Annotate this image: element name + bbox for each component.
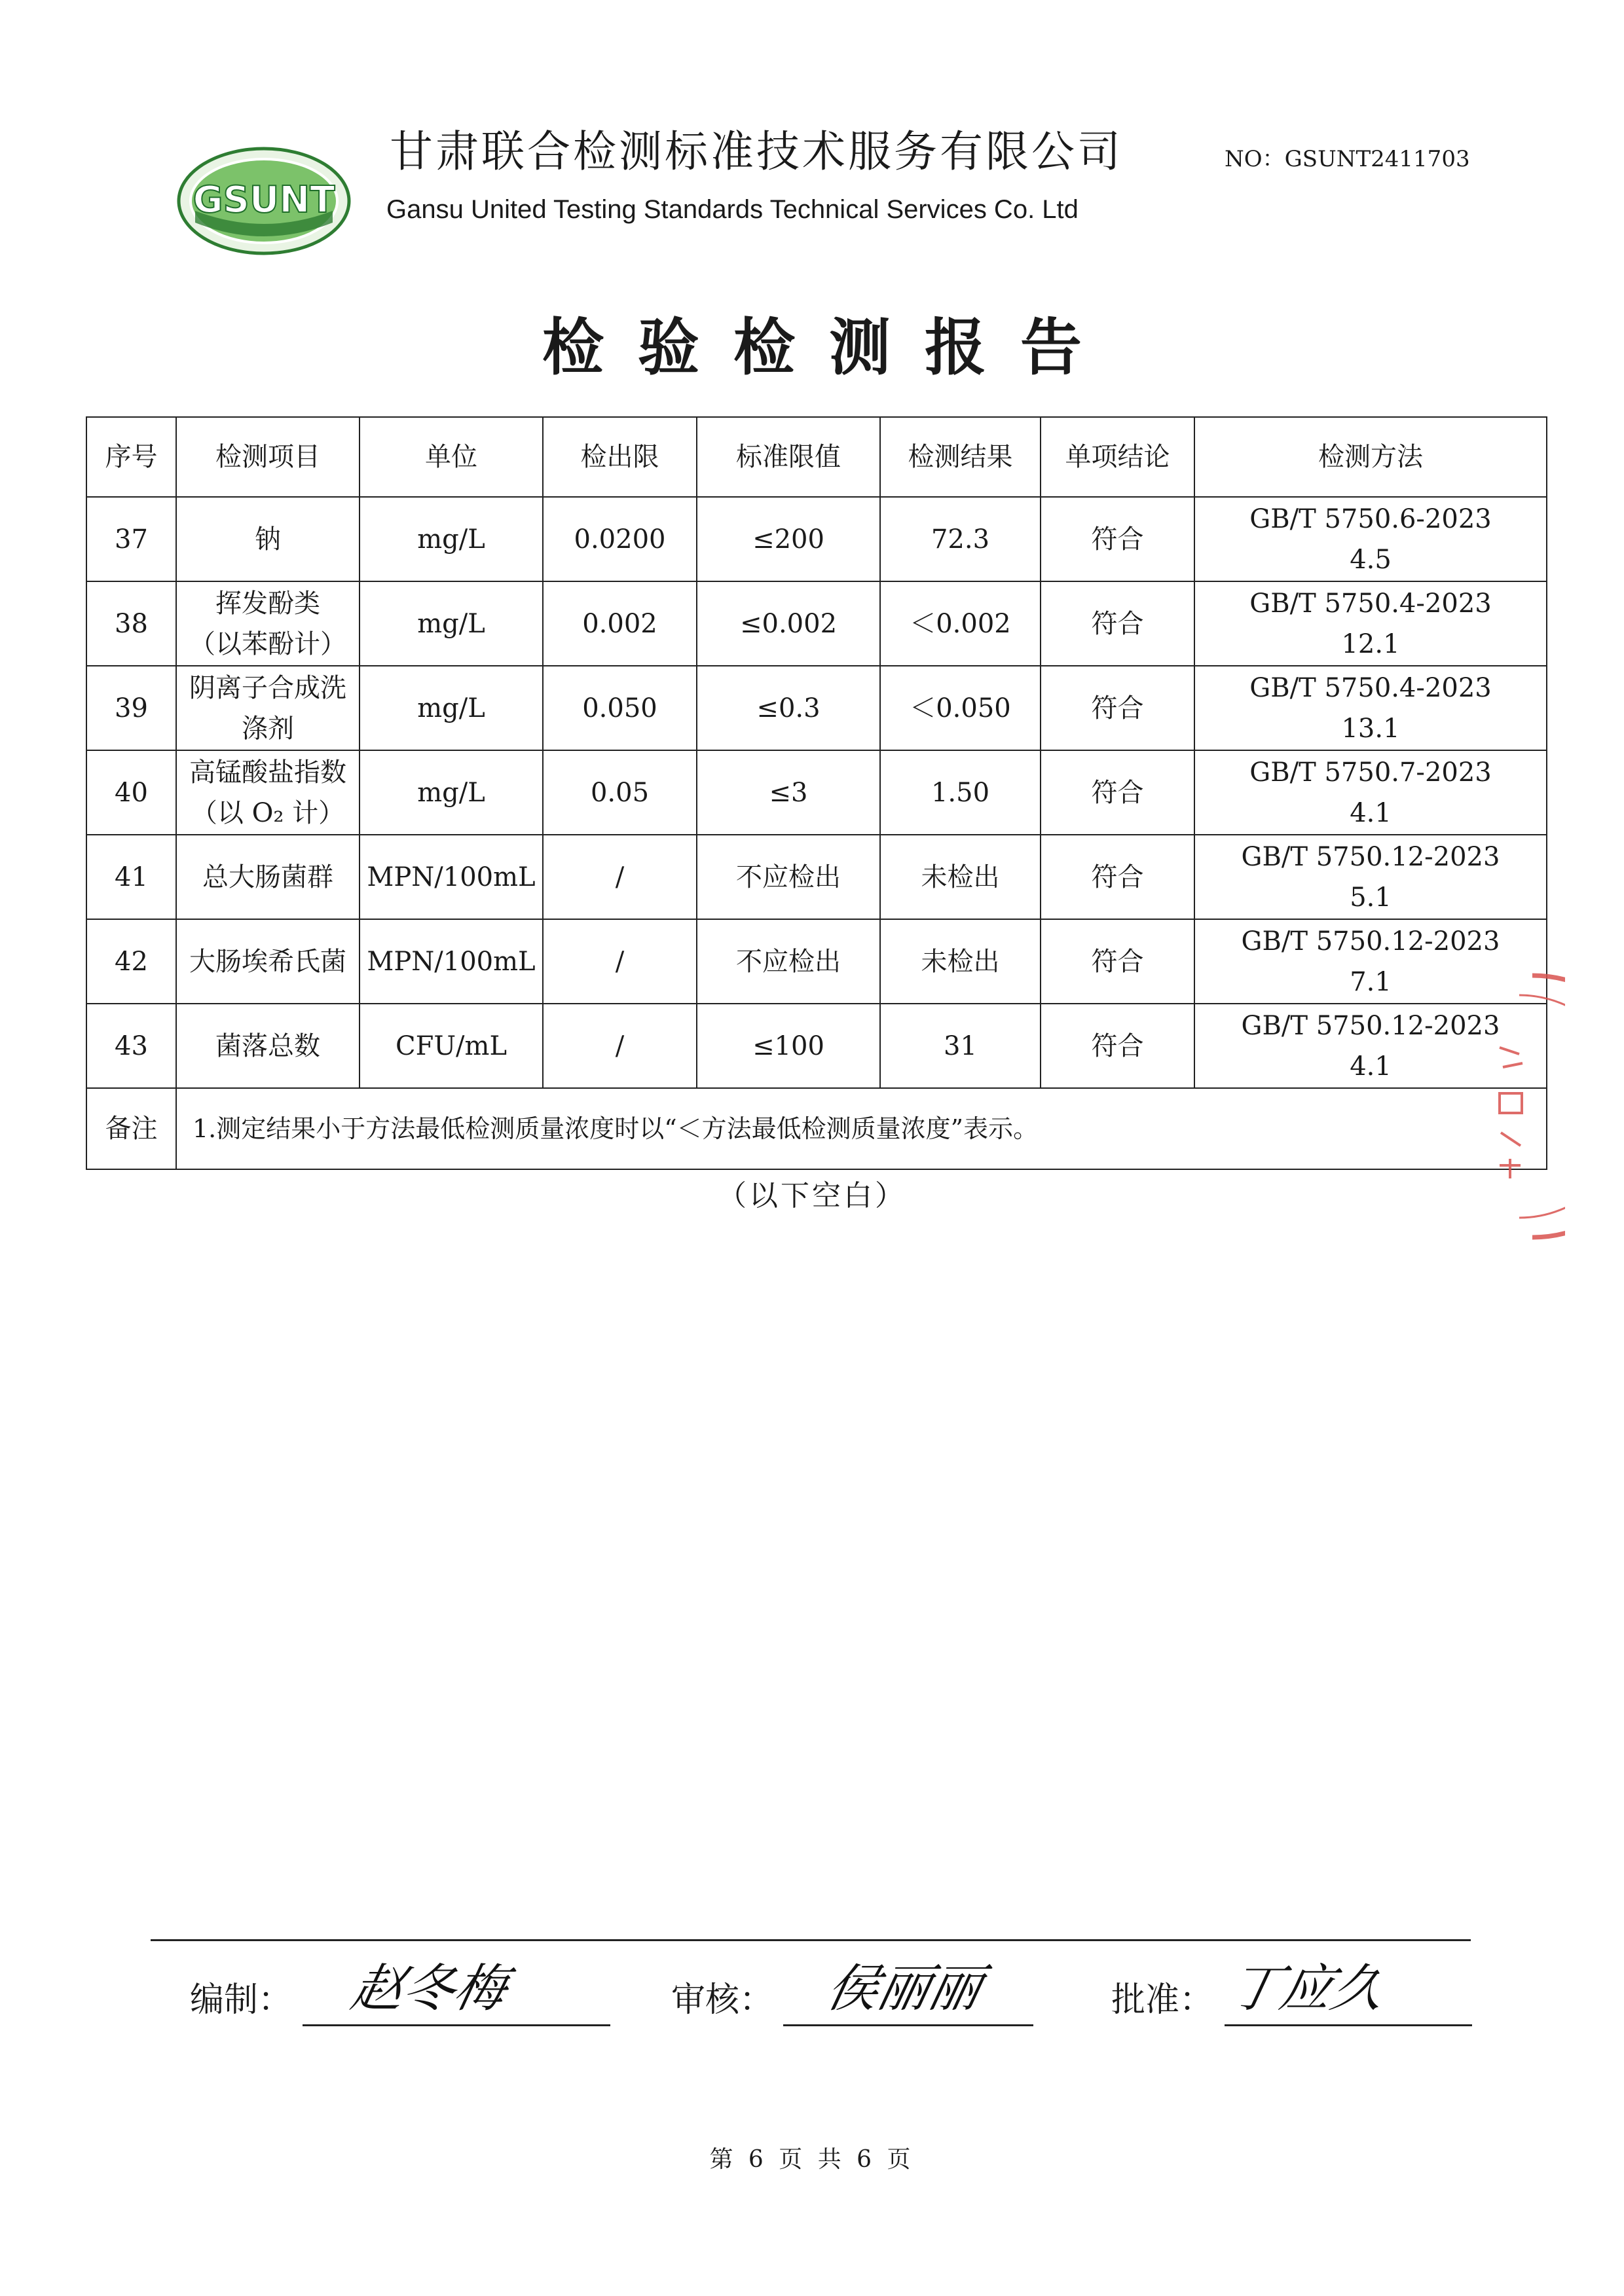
cell-limit: 0.0200 <box>543 497 697 581</box>
cell-no: 42 <box>86 919 176 1004</box>
cell-method <box>1194 497 1547 581</box>
cell-method-line1: GB/T 5750.12-2023 <box>1241 926 1500 957</box>
cell-conclusion: 符合 <box>1041 581 1194 666</box>
company-name-en: Gansu United Testing Standards Technical Services Co. Ltd <box>386 195 1079 224</box>
approve-label: 批准： <box>1111 1980 1214 2020</box>
cell-item-line2: （以苯酚计） <box>189 629 346 659</box>
signature-rule <box>151 1939 1471 1941</box>
cell-method-line2: 13.1 <box>1341 713 1400 744</box>
cell-result: 31 <box>880 1004 1041 1088</box>
cell-limit: / <box>543 919 697 1004</box>
cell-method-line2: 4.1 <box>1350 1051 1392 1082</box>
cell-result: ＜0.002 <box>880 581 1041 666</box>
cell-conclusion: 符合 <box>1041 750 1194 835</box>
cell-item <box>176 750 360 835</box>
note-label: 备注 <box>86 1088 176 1169</box>
cell-unit: mg/L <box>360 666 543 750</box>
cell-method-line1: GB/T 5750.4-2023 <box>1249 588 1492 619</box>
cell-unit: MPN/100mL <box>360 919 543 1004</box>
table-row <box>86 835 1547 919</box>
cell-item-line1: 高锰酸盐指数 <box>189 757 346 788</box>
col-header-item: 检测项目 <box>176 417 360 497</box>
cell-method-line1: GB/T 5750.12-2023 <box>1241 841 1500 872</box>
cell-standard: ≤200 <box>697 497 880 581</box>
cell-method-line1: GB/T 5750.6-2023 <box>1249 503 1492 534</box>
blank-below-note: （以下空白） <box>718 1179 906 1212</box>
table-row <box>86 919 1547 1004</box>
cell-limit: / <box>543 835 697 919</box>
cell-result: 未检出 <box>880 835 1041 919</box>
col-header-unit: 单位 <box>360 417 543 497</box>
cell-standard: ≤0.3 <box>697 666 880 750</box>
review-label: 审核： <box>671 1980 774 2020</box>
report-number: NO：GSUNT2411703 <box>1225 146 1470 172</box>
cell-unit: MPN/100mL <box>360 835 543 919</box>
compiled-label: 编制： <box>190 1980 293 2020</box>
table-row <box>86 666 1547 750</box>
cell-standard: ≤0.002 <box>697 581 880 666</box>
cell-no: 40 <box>86 750 176 835</box>
cell-method <box>1194 835 1547 919</box>
cell-item: 阴离子合成洗涤剂 <box>176 666 360 750</box>
col-header-method: 检测方法 <box>1194 417 1547 497</box>
cell-standard: ≤100 <box>697 1004 880 1088</box>
cell-unit: CFU/mL <box>360 1004 543 1088</box>
cell-method-line1: GB/T 5750.7-2023 <box>1249 757 1492 788</box>
cell-conclusion: 符合 <box>1041 497 1194 581</box>
cell-method-line1: GB/T 5750.4-2023 <box>1249 672 1492 703</box>
cell-result: 未检出 <box>880 919 1041 1004</box>
page-footer: 第 6 页 共 6 页 <box>709 2146 915 2173</box>
note-text: 1.测定结果小于方法最低检测质量浓度时以“＜方法最低检测质量浓度”表示。 <box>176 1088 1547 1169</box>
review-signature-line <box>783 2024 1033 2026</box>
approve-signature-line <box>1225 2024 1472 2026</box>
table-row <box>86 497 1547 581</box>
cell-method <box>1194 750 1547 835</box>
approve-signature: 丁应久 <box>1223 1959 1390 2018</box>
cell-standard: ≤3 <box>697 750 880 835</box>
col-header-standard: 标准限值 <box>697 417 880 497</box>
cell-result: 1.50 <box>880 750 1041 835</box>
cell-method <box>1194 666 1547 750</box>
cell-unit: mg/L <box>360 497 543 581</box>
table-header-row <box>86 417 1547 497</box>
cell-standard: 不应检出 <box>697 919 880 1004</box>
cell-conclusion: 符合 <box>1041 919 1194 1004</box>
cell-method-line2: 5.1 <box>1350 882 1392 913</box>
col-header-no: 序号 <box>86 417 176 497</box>
cell-item-line1: 挥发酚类 <box>215 588 320 619</box>
cell-unit: mg/L <box>360 581 543 666</box>
company-name-cn: 甘肃联合检测标准技术服务有限公司 <box>390 126 1123 177</box>
cell-limit: / <box>543 1004 697 1088</box>
compiled-signature-line <box>303 2024 610 2026</box>
review-signature: 侯丽丽 <box>821 1959 987 2018</box>
cell-standard: 不应检出 <box>697 835 880 919</box>
table-row <box>86 581 1547 666</box>
cell-result: ＜0.050 <box>880 666 1041 750</box>
cell-no: 37 <box>86 497 176 581</box>
cell-result: 72.3 <box>880 497 1041 581</box>
cell-item: 菌落总数 <box>176 1004 360 1088</box>
cell-method <box>1194 581 1547 666</box>
cell-item <box>176 581 360 666</box>
cell-item: 总大肠菌群 <box>176 835 360 919</box>
cell-no: 39 <box>86 666 176 750</box>
cell-method-line2: 4.5 <box>1350 544 1392 575</box>
cell-method-line2: 7.1 <box>1350 966 1392 997</box>
company-logo <box>175 145 352 257</box>
col-header-limit: 检出限 <box>543 417 697 497</box>
note-row <box>86 1088 1547 1169</box>
cell-conclusion: 符合 <box>1041 666 1194 750</box>
cell-limit: 0.002 <box>543 581 697 666</box>
cell-method-line1: GB/T 5750.12-2023 <box>1241 1010 1500 1041</box>
cell-limit: 0.050 <box>543 666 697 750</box>
col-header-result: 检测结果 <box>880 417 1041 497</box>
cell-item: 大肠埃希氏菌 <box>176 919 360 1004</box>
cell-method-line2: 4.1 <box>1350 797 1392 828</box>
cell-method-line2: 12.1 <box>1341 629 1400 659</box>
official-seal <box>1473 969 1565 1244</box>
compiled-signature: 赵冬梅 <box>346 1959 513 2018</box>
cell-no: 41 <box>86 835 176 919</box>
cell-no: 38 <box>86 581 176 666</box>
cell-item: 钠 <box>176 497 360 581</box>
cell-conclusion: 符合 <box>1041 835 1194 919</box>
table-row <box>86 750 1547 835</box>
cell-unit: mg/L <box>360 750 543 835</box>
logo-text: GSUNT <box>193 179 335 221</box>
report-title: 检验检测报告 <box>542 312 1116 384</box>
cell-item-line2: （以 O₂ 计） <box>191 797 345 828</box>
cell-limit: 0.05 <box>543 750 697 835</box>
cell-conclusion: 符合 <box>1041 1004 1194 1088</box>
col-header-conclusion: 单项结论 <box>1041 417 1194 497</box>
cell-no: 43 <box>86 1004 176 1088</box>
table-row <box>86 1004 1547 1088</box>
results-table <box>86 416 1547 1170</box>
